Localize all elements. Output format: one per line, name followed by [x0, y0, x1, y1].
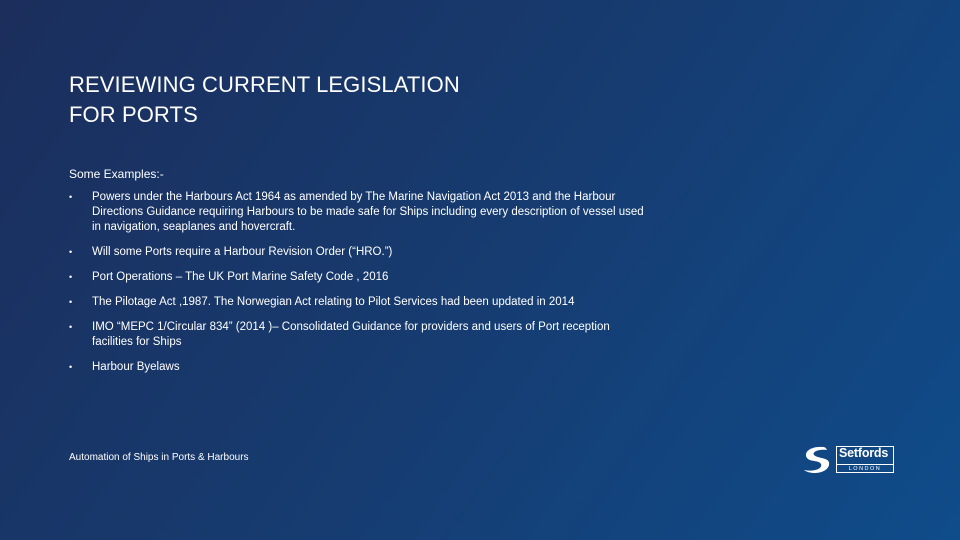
bullet-text: IMO “MEPC 1/Circular 834” (2014 )– Consolidated Guidance for providers and users of Port reception facilities for Ships: [92, 321, 610, 348]
bullet-item: [69, 320, 649, 350]
bullet-text: Port Operations – The UK Port Marine Safety Code , 2016: [92, 271, 389, 283]
subtitle: Some Examples:-: [69, 167, 164, 181]
bullet-icon: •: [69, 247, 73, 257]
bullet-text: Harbour Byelaws: [92, 361, 180, 373]
slide-title-line-1: REVIEWING CURRENT LEGISLATION: [69, 72, 460, 97]
bullet-icon: •: [69, 297, 73, 307]
bullet-icon: •: [69, 362, 73, 372]
bullet-text: The Pilotage Act ,1987. The Norwegian Act relating to Pilot Services had been updated in 2014: [92, 296, 575, 308]
bullet-icon: •: [69, 192, 73, 202]
footer-text: Automation of Ships in Ports & Harbours: [69, 452, 249, 463]
setfords-logo: [801, 445, 895, 475]
logo-subtitle: LONDON: [836, 464, 894, 473]
bullet-icon: •: [69, 322, 73, 332]
bullet-item: [69, 270, 649, 285]
bullet-item: [69, 295, 649, 310]
logo-name: Setfords: [839, 446, 889, 460]
bullet-text: Powers under the Harbours Act 1964 as amended by The Marine Navigation Act 2013 and the Harbour Directions Guidance requiring Harbours to be made safe for Ships including every description of vessel used in navigation, seaplanes and hovercraft.: [92, 191, 644, 233]
bullet-item: [69, 190, 649, 235]
bullet-item: [69, 360, 649, 375]
bullet-item: [69, 245, 649, 260]
slide-title: [69, 70, 589, 130]
slide-title-line-2: FOR PORTS: [69, 102, 198, 127]
setfords-swoosh-icon: [801, 445, 833, 475]
bullet-text: Will some Ports require a Harbour Revision Order (“HRO.”): [92, 246, 393, 258]
bullet-list: [69, 190, 649, 385]
bullet-icon: •: [69, 272, 73, 282]
